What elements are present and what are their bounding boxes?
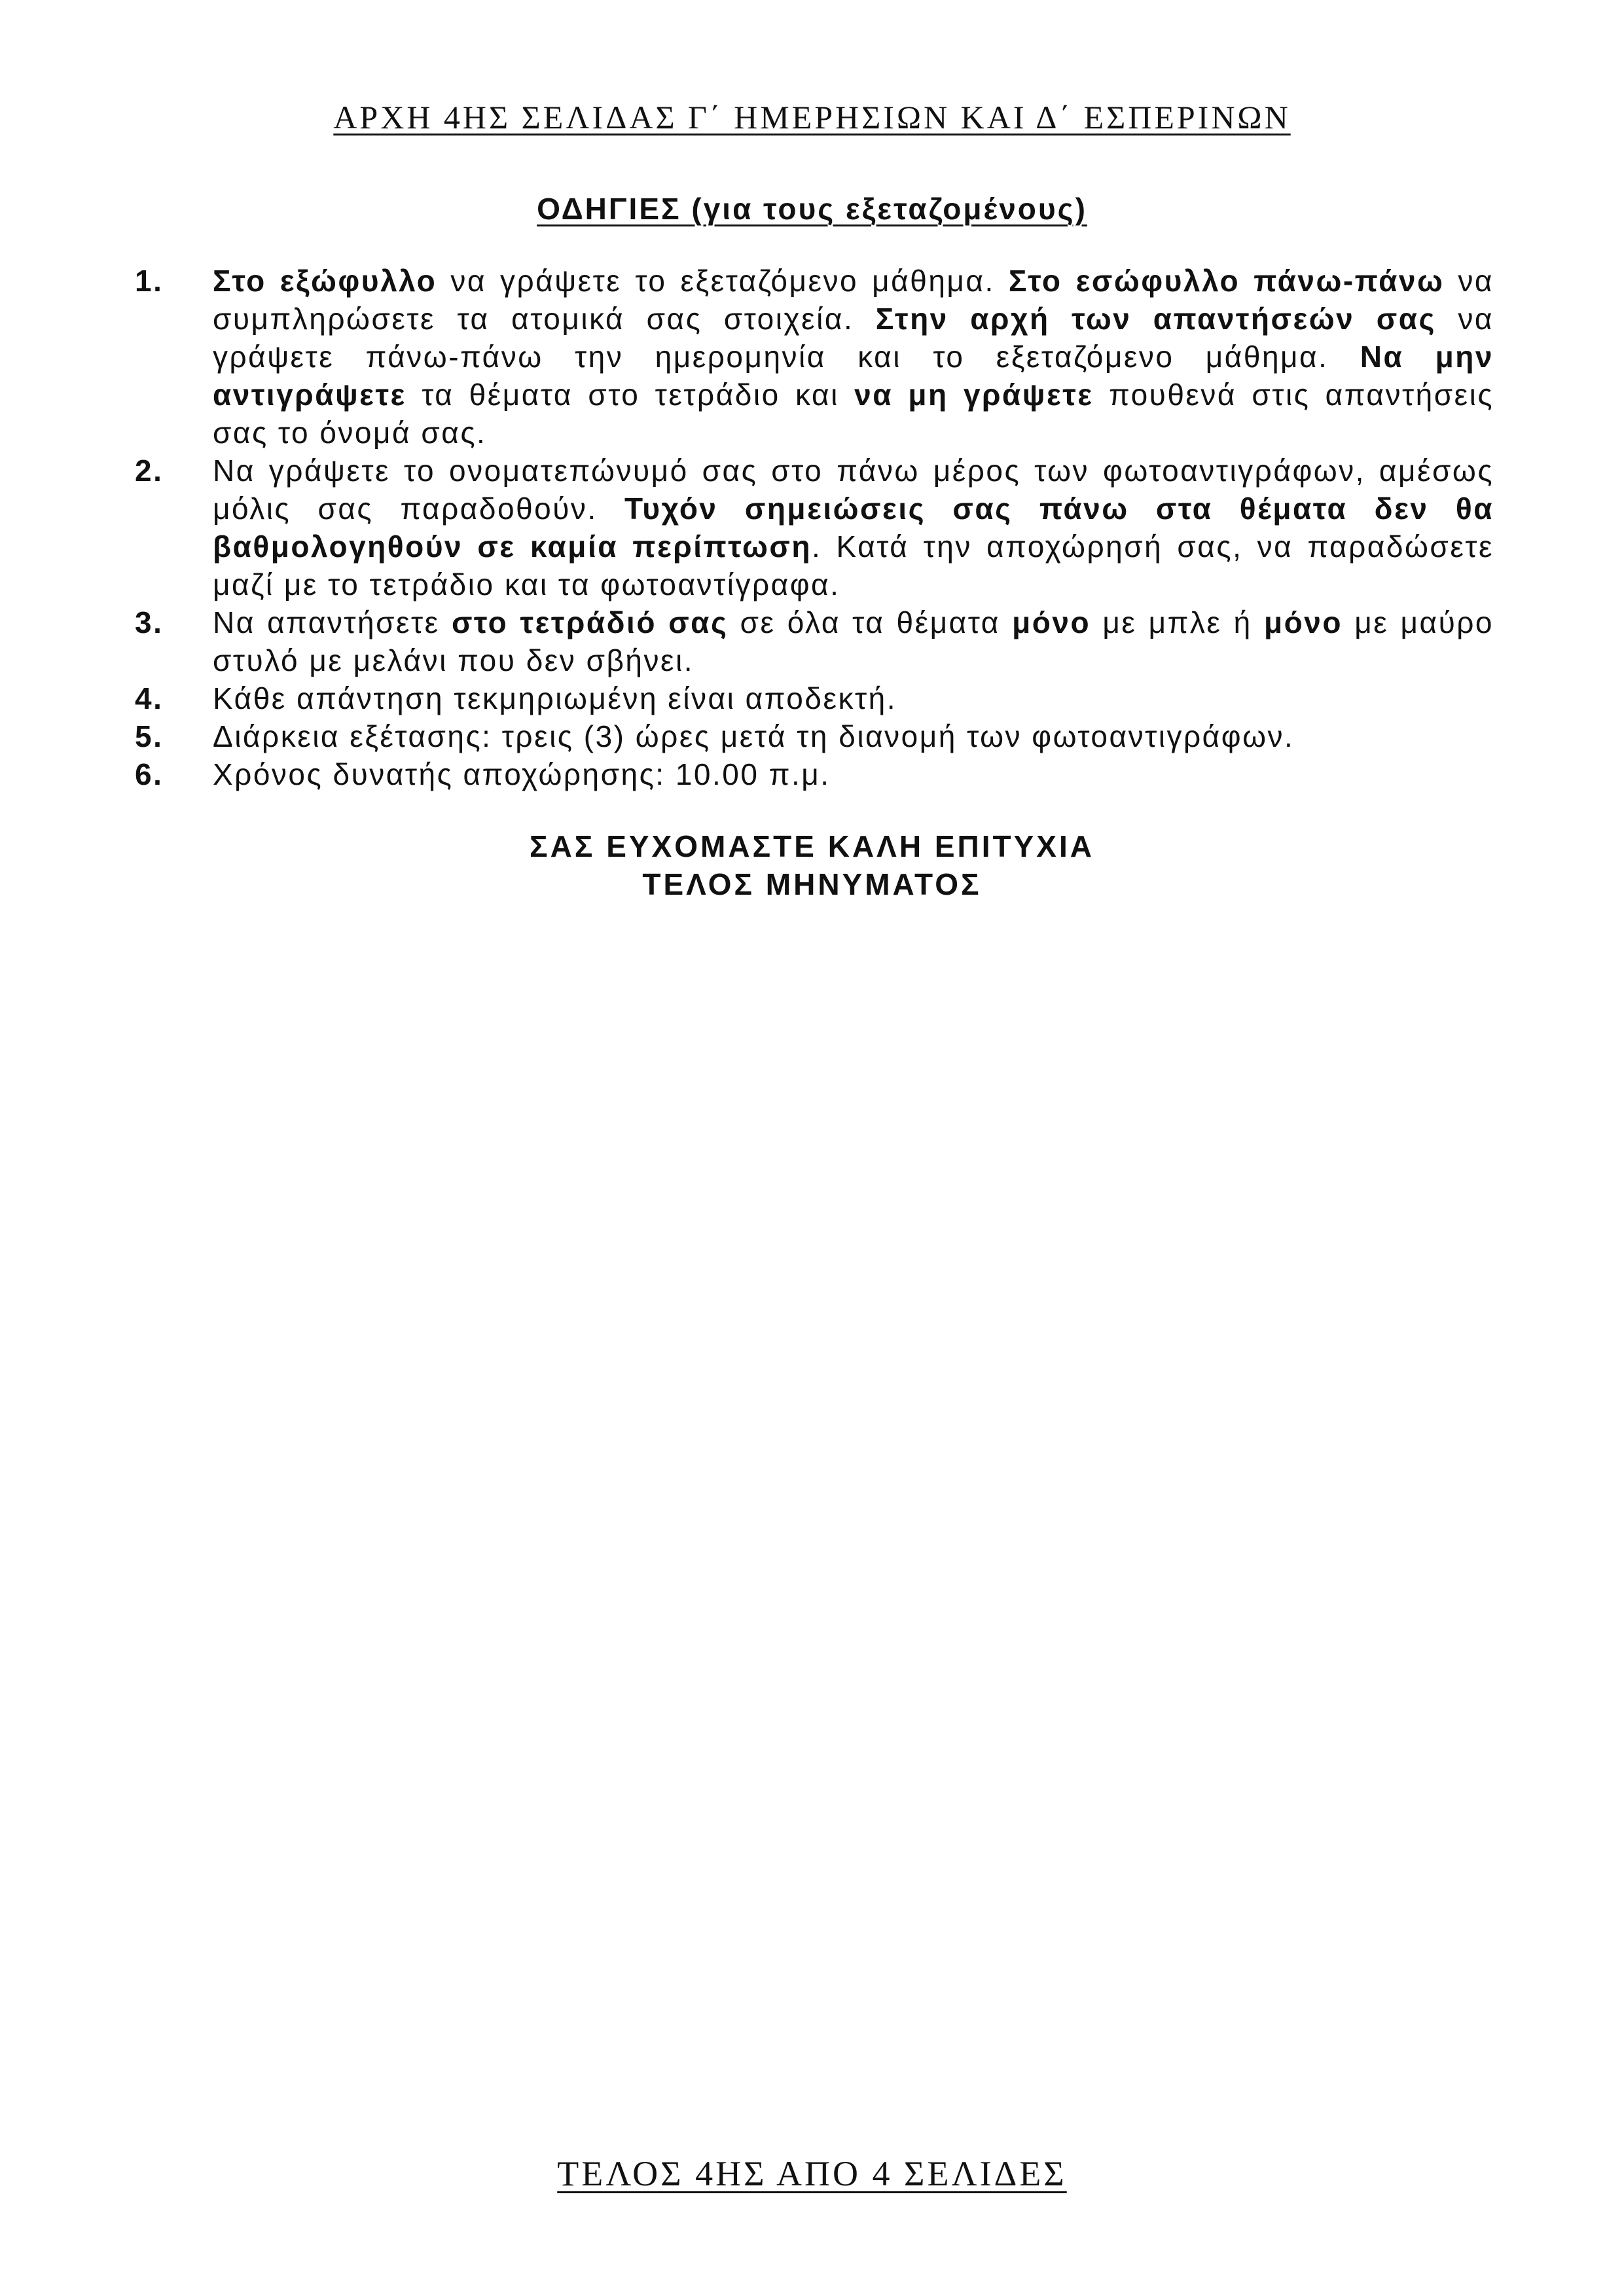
instruction-number: 6.: [135, 757, 164, 791]
instructions-title: ΟΔΗΓΙΕΣ (για τους εξεταζομένους): [537, 192, 1087, 226]
instruction-emphasis: να μη γράψετε: [854, 378, 1094, 412]
instruction-number: 1.: [135, 264, 164, 298]
instruction-text: [213, 719, 1294, 753]
instruction-emphasis: Στην αρχή των απαντήσεών σας: [875, 302, 1436, 336]
instruction-text: [213, 681, 897, 715]
instruction-item: [135, 452, 1494, 603]
instruction-emphasis: στο τετράδιό σας: [451, 605, 729, 639]
instruction-segment: Να απαντήσετε: [213, 605, 452, 639]
instruction-segment: . Κατά την αποχώρησή σας, να παραδώσετε μαζί με το τετράδιο και τα φωτοαντίγραφα.: [213, 529, 1494, 601]
instruction-text: [213, 454, 1494, 601]
instruction-segment: με μαύρο στυλό με μελάνι που δεν σβήνει.: [213, 605, 1494, 677]
instruction-segment: με μπλε ή: [1091, 605, 1264, 639]
instruction-segment: πουθενά στις απαντήσεις σας το όνομά σας.: [213, 378, 1494, 450]
instruction-text: [213, 605, 1494, 677]
page-footer: ΤΕΛΟΣ 4ΗΣ ΑΠΟ 4 ΣΕΛΙΔΕΣ: [557, 2154, 1067, 2193]
closing-wish: ΣΑΣ ΕΥΧΟΜΑΣΤΕ ΚΑΛΗ ΕΠΙΤΥΧΙΑ: [529, 829, 1094, 863]
page-header: ΑΡΧΗ 4ΗΣ ΣΕΛΙΔΑΣ Γ΄ ΗΜΕΡΗΣΙΩΝ ΚΑΙ Δ΄ ΕΣΠΕΡΙΝΩΝ: [333, 99, 1291, 135]
instruction-segment: να συμπληρώσετε τα ατομικά σας στοιχεία.: [213, 264, 1494, 336]
instruction-number: 5.: [135, 719, 164, 753]
instruction-item: [135, 755, 1494, 793]
instruction-emphasis: Τυχόν σημειώσεις σας πάνω στα θέματα δεν θα βαθμολογηθούν σε καμία περίπτωση: [213, 492, 1494, 564]
closing-end-of-message: ΤΕΛΟΣ ΜΗΝΥΜΑΤΟΣ: [642, 867, 982, 901]
instruction-number: 4.: [135, 681, 164, 715]
instruction-item: [135, 679, 1494, 717]
instruction-segment: Κάθε απάντηση τεκμηριωμένη είναι αποδεκτή.: [213, 681, 897, 715]
instruction-text: [213, 757, 831, 791]
instruction-segment: σε όλα τα θέματα: [728, 605, 1013, 639]
instruction-emphasis: μόνο: [1264, 605, 1343, 639]
instruction-item: [135, 603, 1494, 679]
instruction-segment: Να γράψετε το ονοματεπώνυμό σας στο πάνω μέρος των φωτοαντιγράφων, αμέσως μόλις σας παραδοθούν.: [213, 454, 1494, 526]
instruction-item: [135, 717, 1494, 755]
closing-message: [0, 827, 1624, 903]
instruction-emphasis: Στο εξώφυλλο: [213, 264, 437, 298]
instruction-emphasis: μόνο: [1012, 605, 1091, 639]
instruction-segment: να γράψετε το εξεταζόμενο μάθημα.: [437, 264, 1009, 298]
instruction-segment: Διάρκεια εξέτασης: τρεις (3) ώρες μετά τη διανομή των φωτοαντιγράφων.: [213, 719, 1295, 753]
instruction-segment: να γράψετε πάνω-πάνω την ημερομηνία και το εξεταζόμενο μάθημα.: [213, 302, 1494, 374]
instruction-number: 2.: [135, 454, 164, 488]
instructions-list: [135, 262, 1494, 793]
instruction-item: [135, 262, 1494, 452]
instruction-number: 3.: [135, 605, 164, 639]
instruction-segment: τα θέματα στο τετράδιο και: [406, 378, 855, 412]
instruction-text: [213, 264, 1494, 450]
instruction-emphasis: Στο εσώφυλλο πάνω-πάνω: [1008, 264, 1445, 298]
instruction-emphasis: Να μην αντιγράψετε: [213, 340, 1494, 412]
instruction-segment: Χρόνος δυνατής αποχώρησης: 10.00 π.μ.: [213, 757, 831, 791]
